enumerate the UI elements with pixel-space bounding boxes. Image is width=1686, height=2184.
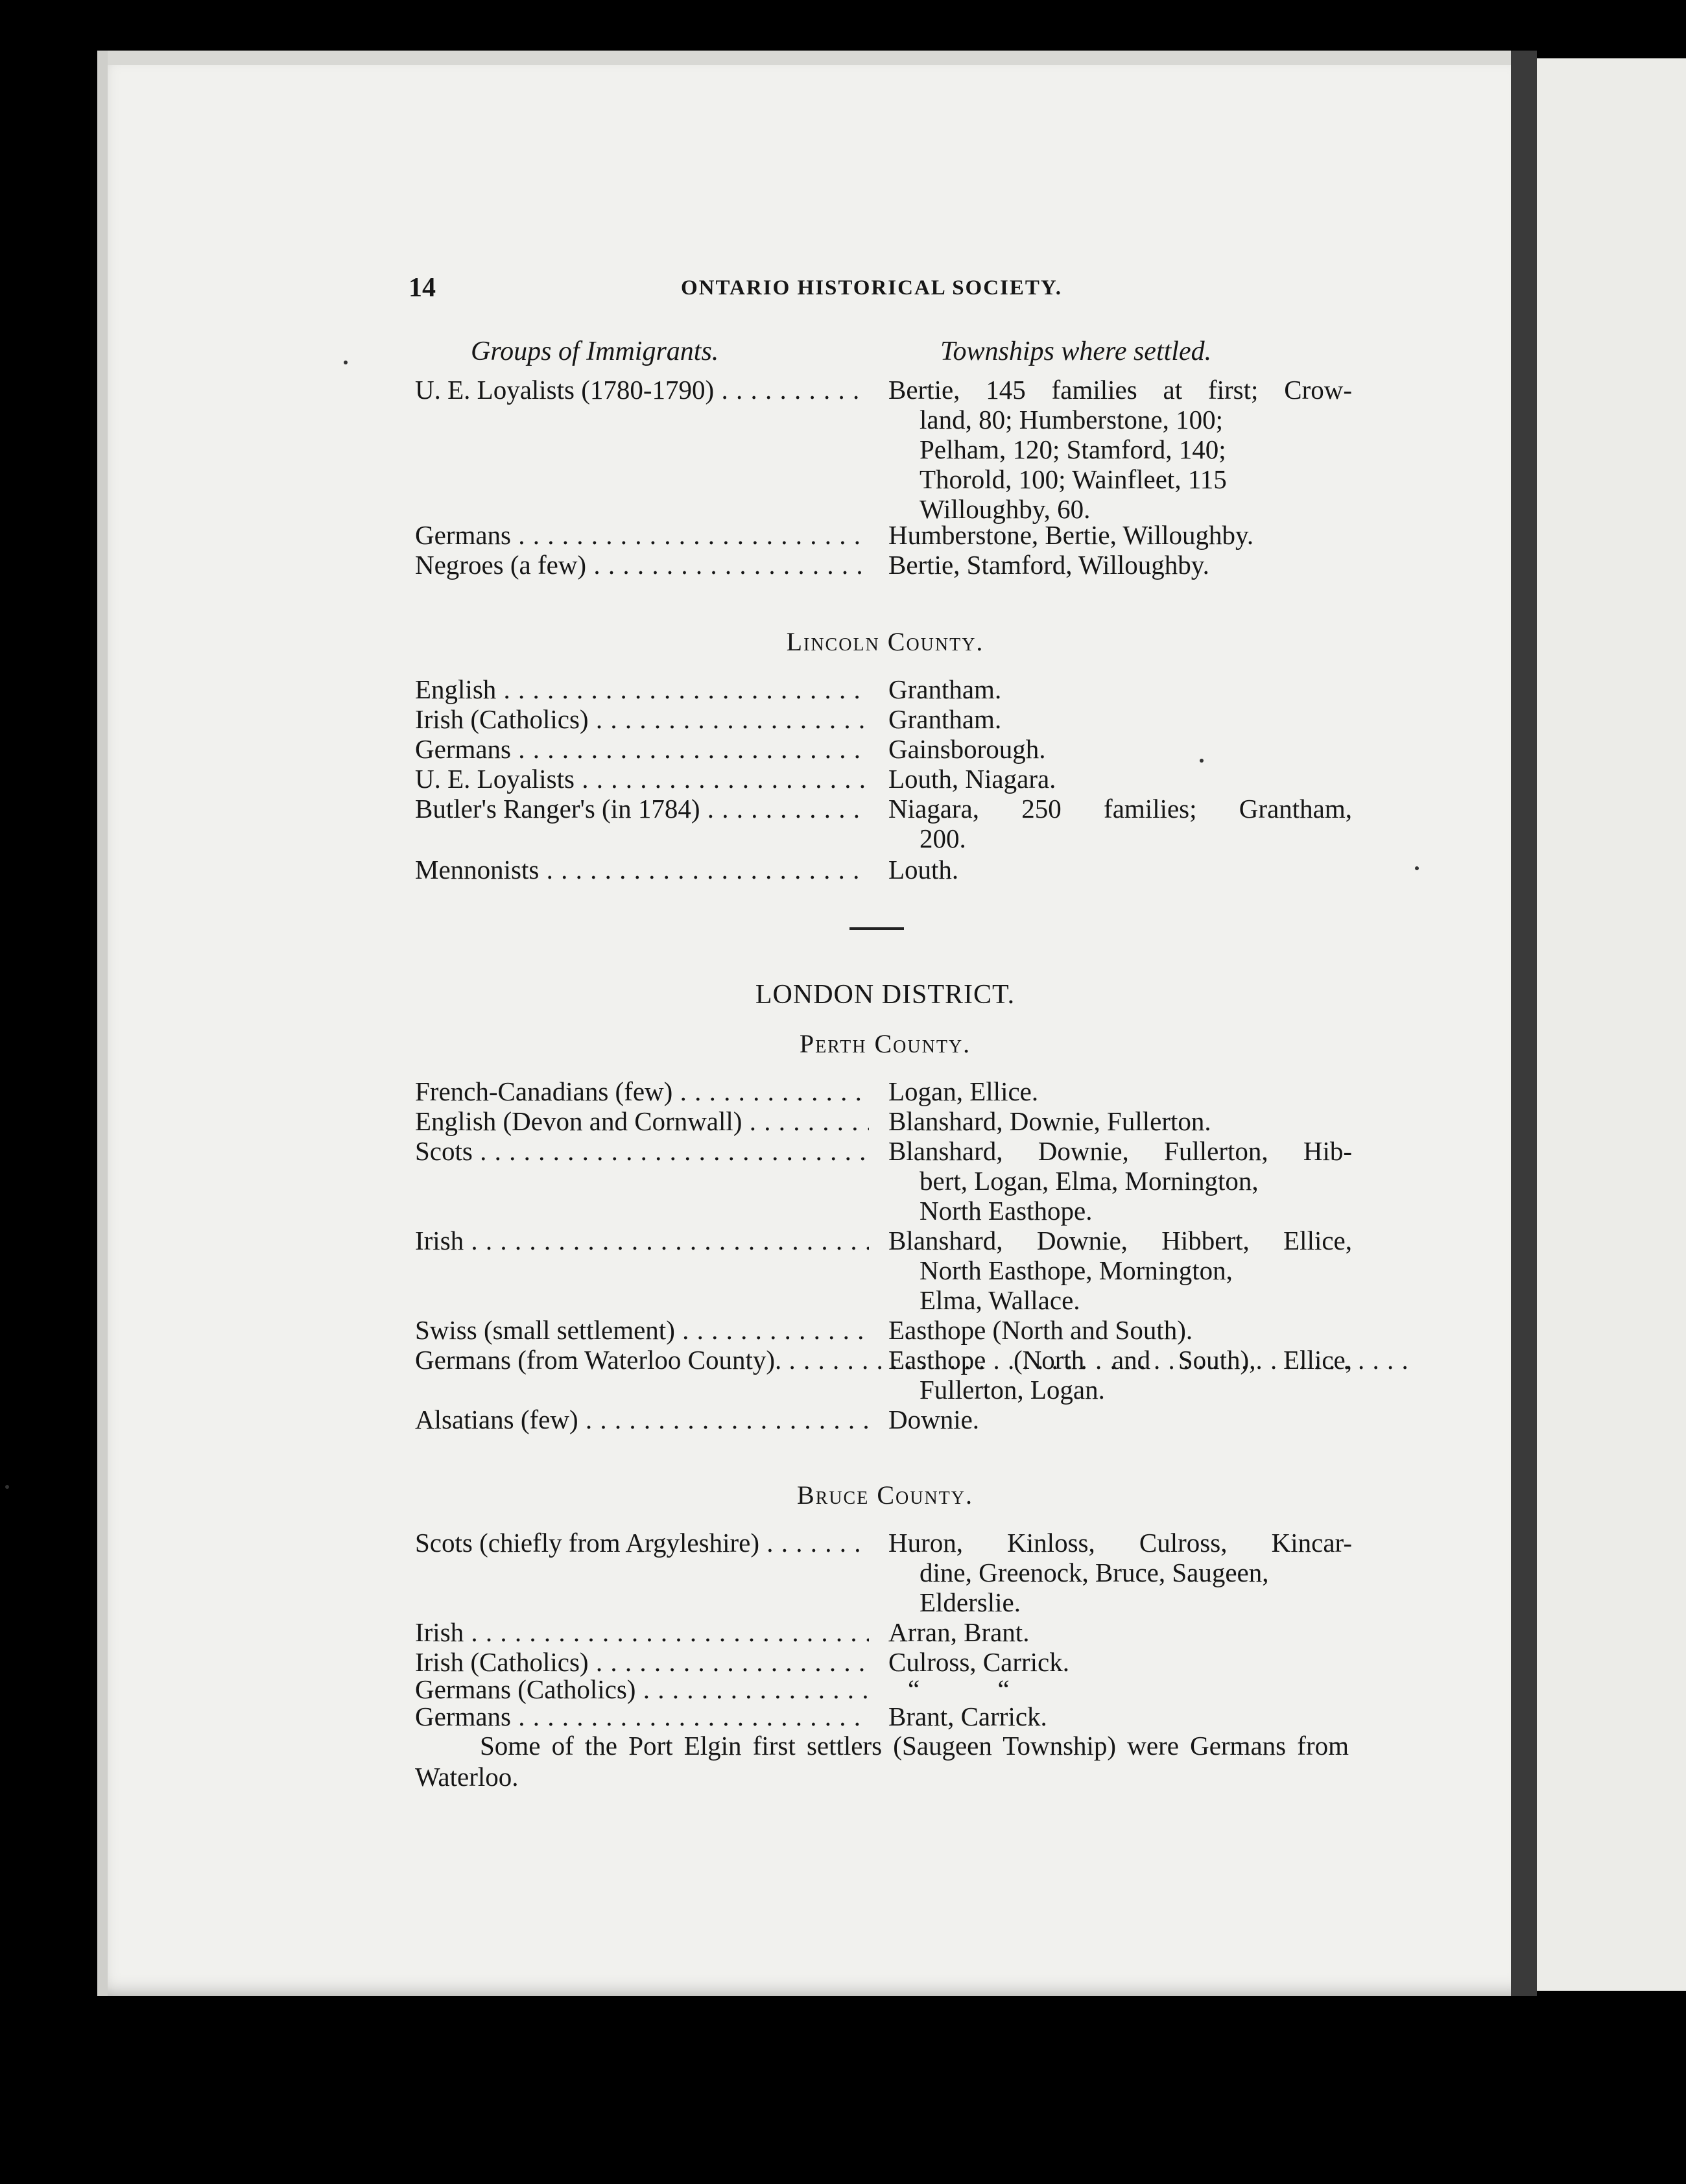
township-cell: Culross, Carrick.	[888, 1647, 1069, 1677]
township-cell: Huron, Kinloss, Culross, Kincar- dine, Greenock, Bruce, Saugeen, Elderslie.	[888, 1528, 1352, 1617]
group-cell: Germans . . .	[415, 1702, 869, 1731]
group-cell: Germans . . .	[415, 520, 869, 550]
township-cell: Logan, Ellice.	[888, 1076, 1039, 1106]
township-cell: Downie.	[888, 1405, 980, 1434]
township-cell: Blanshard, Downie, Fullerton, Hib- bert, Logan, Elma, Mornington, North Easthope.	[888, 1136, 1352, 1226]
group-cell: U. E. Loyalists . . .	[415, 764, 869, 794]
group-cell: Irish (Catholics) . . .	[415, 1647, 869, 1677]
township-cell: Brant, Carrick.	[888, 1702, 1047, 1731]
page-left-edge	[97, 51, 108, 1996]
group-cell: English (Devon and Cornwall) . . .	[415, 1106, 869, 1136]
group-cell: Irish . . .	[415, 1226, 869, 1255]
township-cell: Louth.	[888, 855, 959, 884]
group-cell: English . . .	[415, 674, 869, 704]
township-cell: Easthope (North and South), Ellice, Fullerton, Logan.	[888, 1345, 1352, 1405]
group-cell: Scots (chiefly from Argyleshire) . . .	[415, 1528, 869, 1558]
group-cell: Mennonists . . .	[415, 855, 869, 884]
book-gutter	[1511, 51, 1537, 1996]
column-heading-groups: Groups of Immigrants.	[471, 337, 719, 366]
ditto-marks: “ “	[908, 1674, 1010, 1704]
township-cell	[888, 1674, 1352, 1704]
section-heading-bruce: Bruce County.	[796, 1480, 974, 1510]
group-cell: Irish (Catholics) . . .	[415, 704, 869, 734]
page-number: 14	[409, 273, 436, 303]
section-divider	[849, 927, 904, 930]
page-header	[409, 272, 1342, 311]
column-heading-townships: Townships where settled.	[940, 337, 1212, 366]
group-cell: Germans . . .	[415, 734, 869, 764]
township-cell: Niagara, 250 families; Grantham, 200.	[888, 794, 1352, 853]
scan-speck	[5, 1485, 9, 1489]
scan-speck	[1200, 759, 1204, 763]
running-head: ONTARIO HISTORICAL SOCIETY.	[681, 276, 1062, 300]
township-cell: Humberstone, Bertie, Willoughby.	[888, 520, 1254, 550]
group-cell: Germans (Catholics) . . .	[415, 1674, 869, 1704]
group-cell: Swiss (small settlement) . . .	[415, 1315, 869, 1345]
township-cell: Bertie, 145 families at first; Crow- land, 80; Humberstone, 100; Pelham, 120; Stamford, 140; Thorold, 100; Wainfleet, 115 Willoughby, 60.	[888, 375, 1352, 524]
township-cell: Easthope (North and South).	[888, 1315, 1193, 1345]
section-heading-lincoln: Lincoln County.	[786, 627, 984, 656]
scan-speck	[1415, 866, 1419, 870]
group-cell: French-Canadians (few) . . .	[415, 1076, 869, 1106]
group-cell: Negroes (a few) . . .	[415, 550, 869, 580]
township-cell: Grantham.	[888, 704, 1002, 734]
section-heading-perth: Perth County.	[799, 1029, 971, 1058]
township-cell: Blanshard, Downie, Hibbert, Ellice, North Easthope, Mornington, Elma, Wallace.	[888, 1226, 1352, 1315]
township-cell: Arran, Brant.	[888, 1617, 1030, 1647]
page-top-edge	[97, 51, 1530, 65]
group-cell: Butler's Ranger's (in 1784) . . .	[415, 794, 869, 824]
township-cell: Bertie, Stamford, Willoughby.	[888, 550, 1209, 580]
township-cell: Louth, Niagara.	[888, 764, 1056, 794]
township-cell: Grantham.	[888, 674, 1002, 704]
footnote-paragraph: Some of the Port Elgin first settlers (Saugeen Township) were Germans from Waterloo.	[415, 1731, 1349, 1792]
group-cell: Alsatians (few) . . .	[415, 1405, 869, 1434]
township-cell: Gainsborough.	[888, 734, 1046, 764]
township-cell: Blanshard, Downie, Fullerton.	[888, 1106, 1211, 1136]
adjacent-page	[1537, 58, 1686, 1991]
district-heading: LONDON DISTRICT.	[755, 980, 1015, 1010]
group-cell: U. E. Loyalists (1780-1790) . . .	[415, 375, 869, 405]
group-cell: Germans (from Waterloo County). . . .	[415, 1345, 869, 1375]
group-cell: Scots . . .	[415, 1136, 869, 1166]
group-cell: Irish . . .	[415, 1617, 869, 1647]
scan-speck	[344, 361, 348, 364]
